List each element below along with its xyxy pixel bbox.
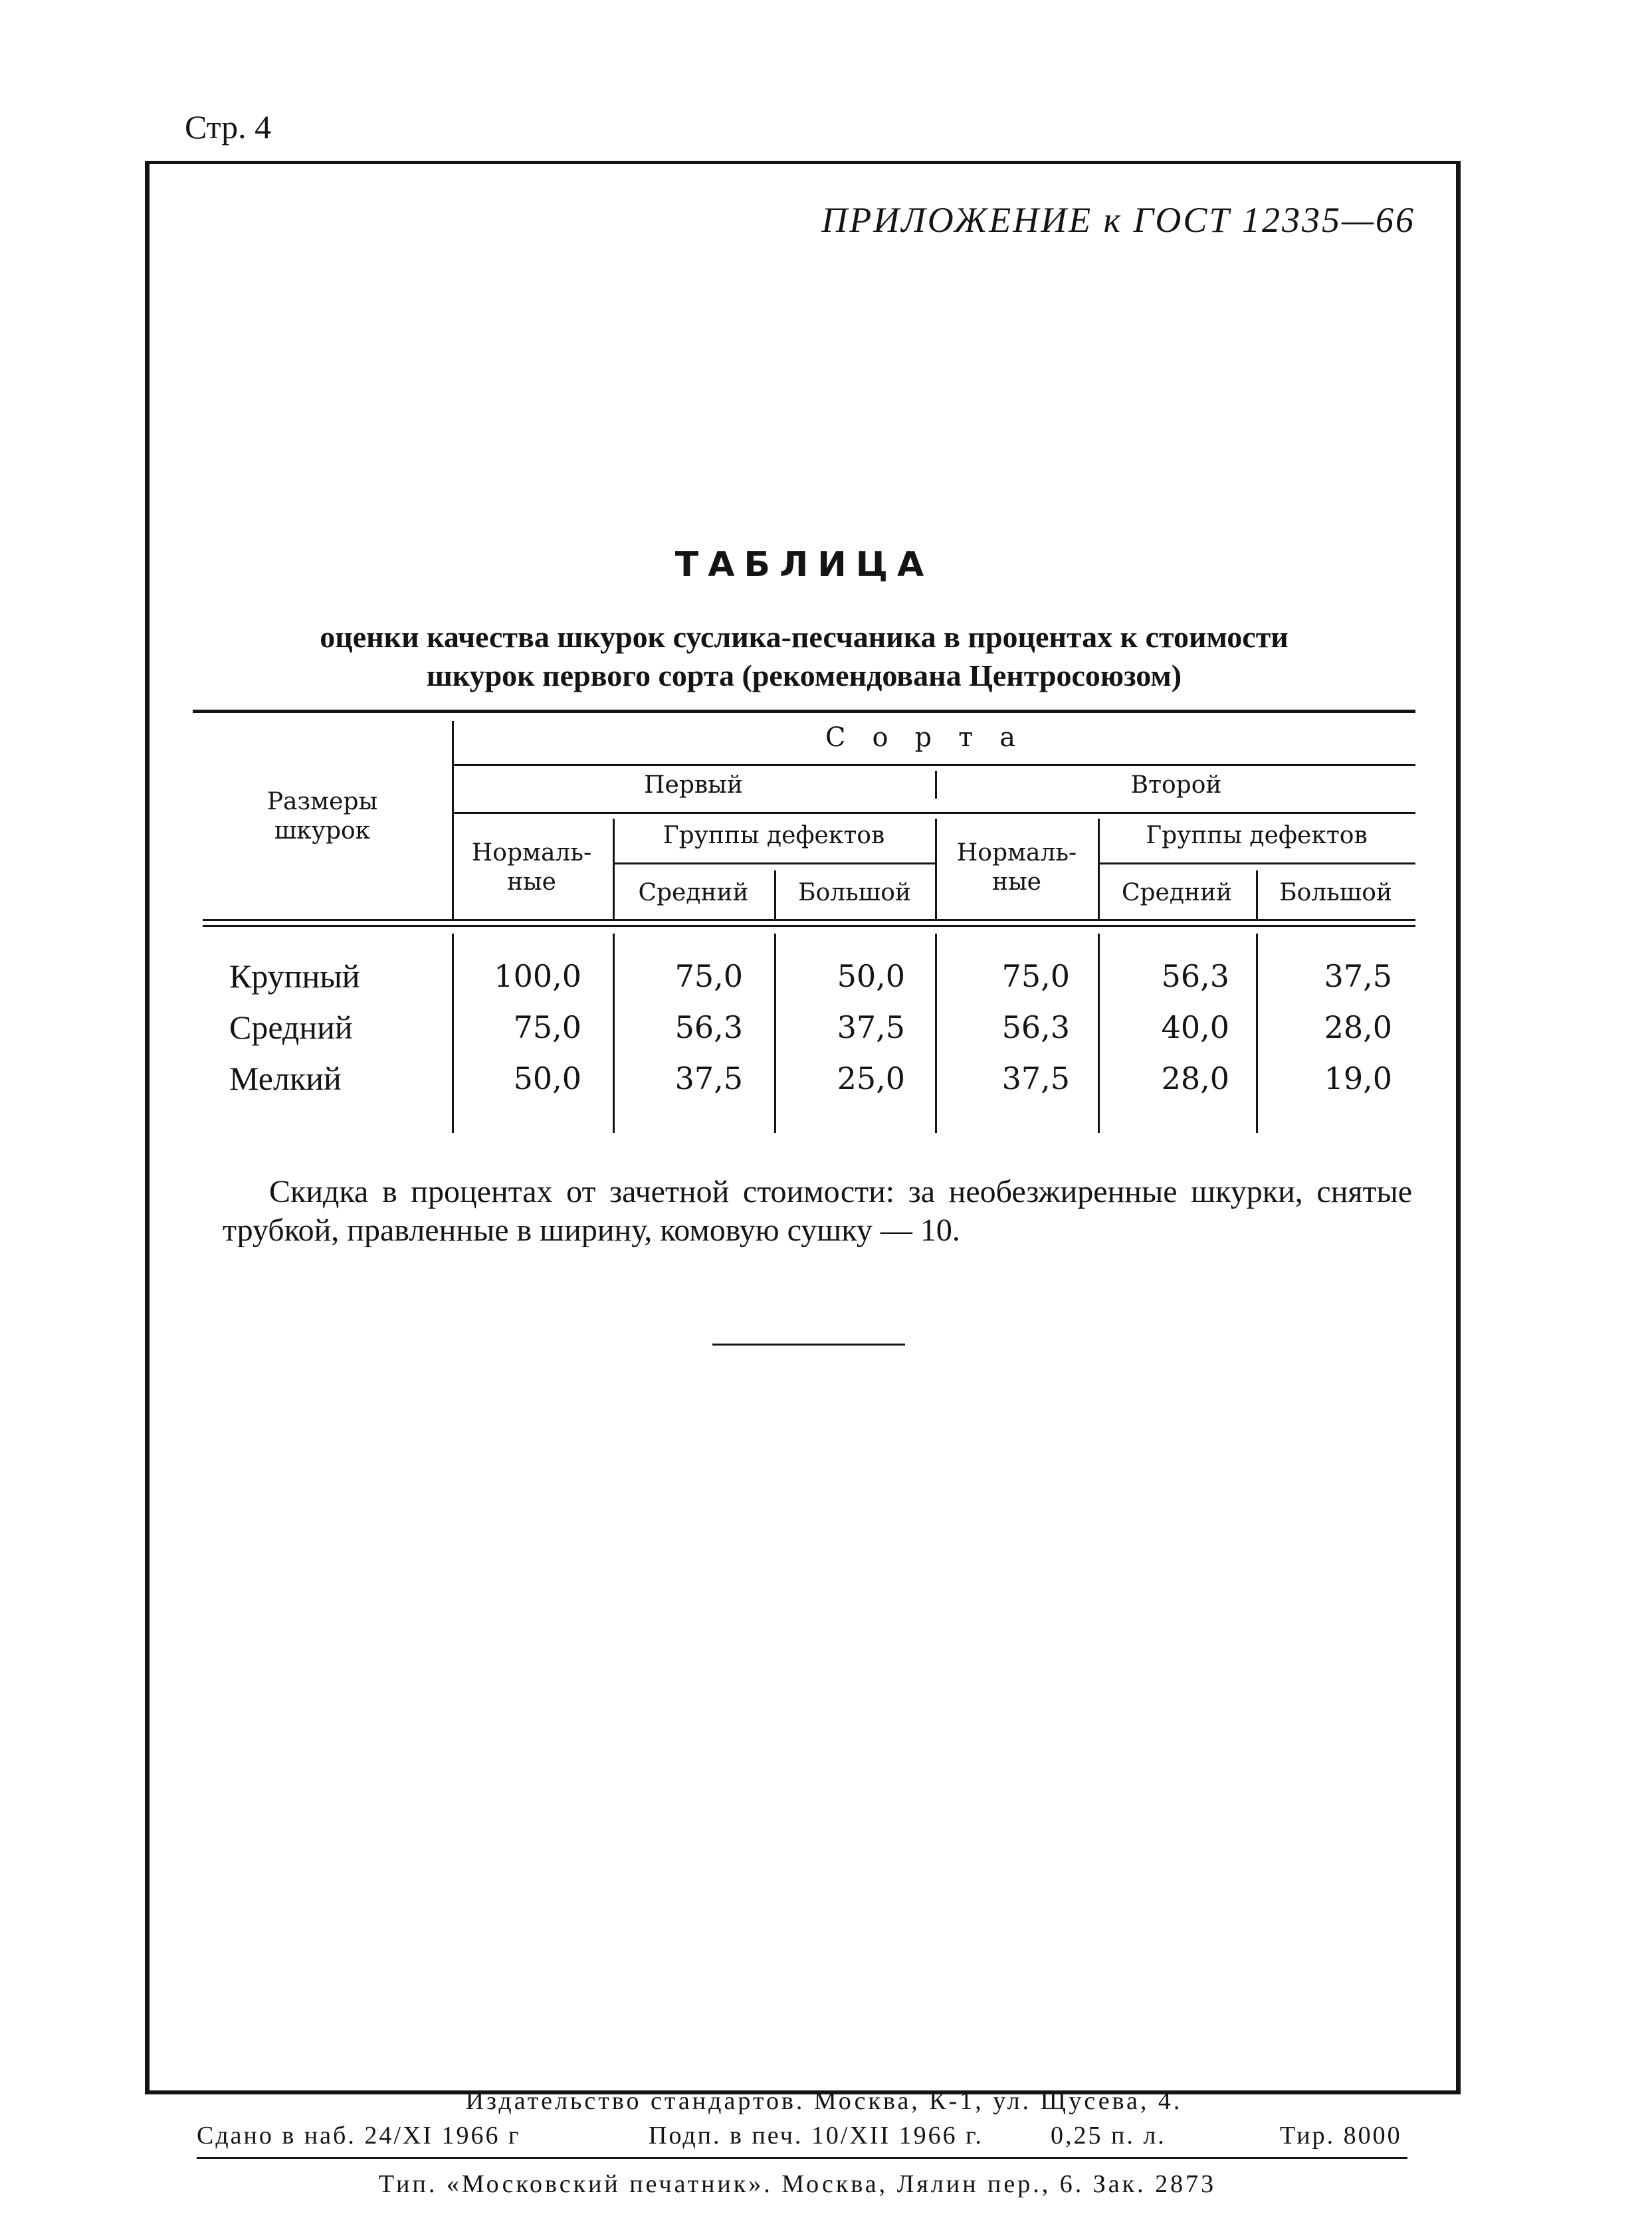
cell-r2-normal-first: 75,0 xyxy=(513,1009,581,1045)
body-divider-3 xyxy=(774,934,776,1133)
header-large-second: Большой xyxy=(1279,879,1392,906)
header-defect-groups-first: Группы дефектов xyxy=(663,822,885,849)
footer-underline xyxy=(197,2157,1407,2159)
cell-r2-normal-second: 56,3 xyxy=(1001,1009,1070,1045)
appendix-heading: ПРИЛОЖЕНИЕ к ГОСТ 12335—66 xyxy=(821,200,1415,240)
cell-r1-normal-first: 100,0 xyxy=(494,958,581,994)
footer-sheets: 0,25 п. л. xyxy=(1051,2122,1166,2150)
table-top-rule xyxy=(193,710,1415,713)
cell-r1-medium-second: 56,3 xyxy=(1161,958,1229,994)
header-bottom-rule xyxy=(203,919,1415,921)
table-caption-line-1: оценки качества шкурок суслика-песчаника в процентах к стоимости xyxy=(320,620,1289,654)
footer-signed: Подп. в печ. 10/XII 1966 г. xyxy=(649,2122,983,2150)
table-caption-line-2: шкурок первого сорта (рекомендована Центросоюзом) xyxy=(426,658,1182,692)
body-divider-1 xyxy=(452,934,454,1133)
cell-r2-medium-second: 40,0 xyxy=(1161,1009,1229,1045)
table-caption xyxy=(199,618,1409,695)
row-label-medium: Средний xyxy=(229,1009,353,1046)
page-frame xyxy=(145,161,1461,2094)
footer-submitted: Сдано в наб. 24/XI 1966 г xyxy=(197,2122,521,2150)
header-normal-first: Нормаль-ные xyxy=(471,839,592,896)
footer-circulation: Тир. 8000 xyxy=(1280,2122,1402,2150)
header-divider-first-block xyxy=(935,819,937,919)
header-second: Второй xyxy=(1130,771,1222,799)
header-bottom-rule-double xyxy=(203,925,1415,927)
defect-groups-rule-first xyxy=(613,862,935,864)
header-first: Первый xyxy=(644,771,743,799)
footer-publisher: Издательство стандартов. Москва, К-1, ул. Щусева, 4. xyxy=(465,2087,1183,2115)
cell-r1-medium-first: 75,0 xyxy=(674,958,743,994)
cell-r1-large-second: 37,5 xyxy=(1324,958,1392,994)
footer-printer: Тип. «Московский печатник». Москва, Лялин пер., 6. Зак. 2873 xyxy=(378,2170,1217,2198)
header-medium-second: Средний xyxy=(1121,879,1233,906)
body-divider-2 xyxy=(613,934,615,1133)
header-grades: Сорта xyxy=(825,722,1043,753)
cell-r3-large-first: 25,0 xyxy=(837,1060,905,1096)
defect-groups-rule-second xyxy=(1098,862,1415,864)
cell-r3-medium-first: 37,5 xyxy=(674,1060,743,1096)
cell-r1-normal-second: 75,0 xyxy=(1001,958,1070,994)
cell-r2-medium-first: 56,3 xyxy=(674,1009,743,1045)
cell-r3-large-second: 19,0 xyxy=(1324,1060,1392,1096)
first-second-rule xyxy=(452,812,1415,814)
header-defect-groups-second: Группы дефектов xyxy=(1146,822,1368,849)
header-sizes: Размеры шкурок xyxy=(266,788,378,845)
row-label-large: Крупный xyxy=(229,957,360,995)
cell-r2-large-first: 37,5 xyxy=(837,1009,905,1045)
cell-r2-large-second: 28,0 xyxy=(1324,1009,1392,1045)
cell-r3-normal-second: 37,5 xyxy=(1001,1060,1070,1096)
header-normal-second: Нормаль-ные xyxy=(956,839,1077,896)
body-divider-4 xyxy=(935,934,937,1133)
row-label-small: Мелкий xyxy=(229,1060,342,1097)
body-divider-5 xyxy=(1098,934,1100,1133)
body-divider-6 xyxy=(1256,934,1258,1133)
header-medium-first: Средний xyxy=(638,879,749,906)
discount-note: Скидка в процентах от зачетной стоимости: за необезжиренные шкурки, снятые трубкой, правленные в ширину, комовую сушку — 10. xyxy=(223,1174,1412,1248)
page-number: Стр. 4 xyxy=(185,108,272,146)
table-title: ТАБЛИЦА xyxy=(674,545,934,585)
grades-rule xyxy=(452,764,1415,766)
cell-r3-normal-first: 50,0 xyxy=(513,1060,581,1096)
end-rule xyxy=(712,1344,905,1346)
cell-r3-medium-second: 28,0 xyxy=(1161,1060,1229,1096)
header-large-first: Большой xyxy=(798,879,911,906)
cell-r1-large-first: 50,0 xyxy=(837,958,905,994)
